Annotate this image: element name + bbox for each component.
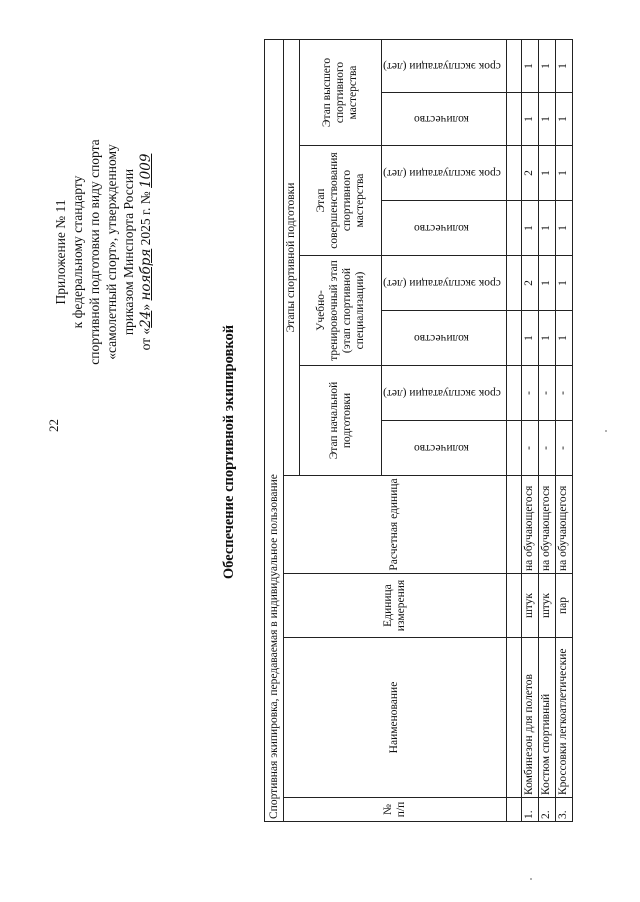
row-value: 1 xyxy=(521,93,538,146)
stages-header: Этапы спортивной подготовки xyxy=(284,39,300,475)
table-header-top: Спортивная экипировка, передаваемая в индивидуальное пользование xyxy=(265,39,284,821)
table-row xyxy=(555,39,572,821)
row-value: 1 xyxy=(555,39,572,92)
stage-training: Учебно-тренировочный этап (этап спортивной специализации) xyxy=(300,256,382,366)
row-value: - xyxy=(555,366,572,421)
sub-term: срок эксплуатации (лет) xyxy=(382,39,507,92)
appendix-line-2: к федеральному стандарту xyxy=(70,175,85,329)
page-number: 22 xyxy=(46,419,61,432)
appendix-line-1: Приложение № 11 xyxy=(53,199,68,305)
row-value: 1 xyxy=(555,201,572,256)
row-value: 1 xyxy=(555,146,572,201)
row-value: 1 xyxy=(555,93,572,146)
row-name: Кроссовки легкоатлетические xyxy=(555,638,572,798)
stage-higher: Этап высшего спортивного мастерства xyxy=(300,39,382,145)
row-value: - xyxy=(538,366,555,421)
sub-qty: количество xyxy=(382,93,507,146)
row-calc: на обучающегося xyxy=(555,476,572,574)
row-value: 1 xyxy=(555,256,572,311)
appendix-line-4: «самолетный спорт», утвержденному xyxy=(104,144,119,360)
col-calc: Расчетная единица xyxy=(284,476,507,574)
row-num: 1. xyxy=(521,798,538,822)
handwritten-day: 24 xyxy=(138,310,154,328)
sub-qty: количество xyxy=(382,421,507,476)
row-value: 1 xyxy=(538,93,555,146)
appendix-date-line: от «24» ноября 2025 г. № 1009 xyxy=(138,153,154,351)
sub-term: срок эксплуатации (лет) xyxy=(382,366,507,421)
sub-term: срок эксплуатации (лет) xyxy=(382,256,507,311)
row-value: 1 xyxy=(521,39,538,92)
row-value: 1 xyxy=(538,311,555,366)
row-value: 1 xyxy=(538,201,555,256)
col-name: Наименование xyxy=(284,638,507,798)
handwritten-month: ноября xyxy=(138,248,154,301)
page-title: Обеспечение спортивной экипировкой xyxy=(221,324,237,580)
row-value: - xyxy=(521,421,538,476)
row-num: 3. xyxy=(555,798,572,822)
row-calc: на обучающегося xyxy=(538,476,555,574)
row-unit: штук xyxy=(538,574,555,638)
row-value: 1 xyxy=(555,311,572,366)
handwritten-number: 1009 xyxy=(138,153,154,188)
scan-speck xyxy=(605,430,607,432)
row-name: Костюм спортивный xyxy=(538,638,555,798)
row-value: - xyxy=(521,366,538,421)
row-value: - xyxy=(538,421,555,476)
row-value: 1 xyxy=(521,311,538,366)
appendix-block xyxy=(52,102,155,402)
row-unit: штук xyxy=(521,574,538,638)
appendix-line-5: приказом Минспорта России xyxy=(121,168,136,336)
col-unit: Единица измерения xyxy=(284,574,507,638)
col-num: № п/п xyxy=(284,798,507,822)
sub-qty: количество xyxy=(382,311,507,366)
row-unit: пар xyxy=(555,574,572,638)
sub-term: срок эксплуатации (лет) xyxy=(382,146,507,201)
row-value: 1 xyxy=(538,39,555,92)
row-value: - xyxy=(555,421,572,476)
row-name: Комбинезон для полетов xyxy=(521,638,538,798)
row-value: 2 xyxy=(521,256,538,311)
row-value: 1 xyxy=(538,146,555,201)
row-num: 2. xyxy=(538,798,555,822)
sub-qty: количество xyxy=(382,201,507,256)
stage-improvement: Этап совершенствования спортивного мастерства xyxy=(300,146,382,256)
table-row xyxy=(538,39,555,821)
row-calc: на обучающегося xyxy=(521,476,538,574)
stage-initial: Этап начальной подготовки xyxy=(300,366,382,476)
row-value: 2 xyxy=(521,146,538,201)
scan-speck xyxy=(530,878,532,880)
appendix-line-3: спортивной подготовки по виду спорта xyxy=(87,139,102,365)
table-row xyxy=(521,39,538,821)
row-value: 1 xyxy=(521,201,538,256)
row-value: 1 xyxy=(538,256,555,311)
equipment-table xyxy=(264,39,573,822)
